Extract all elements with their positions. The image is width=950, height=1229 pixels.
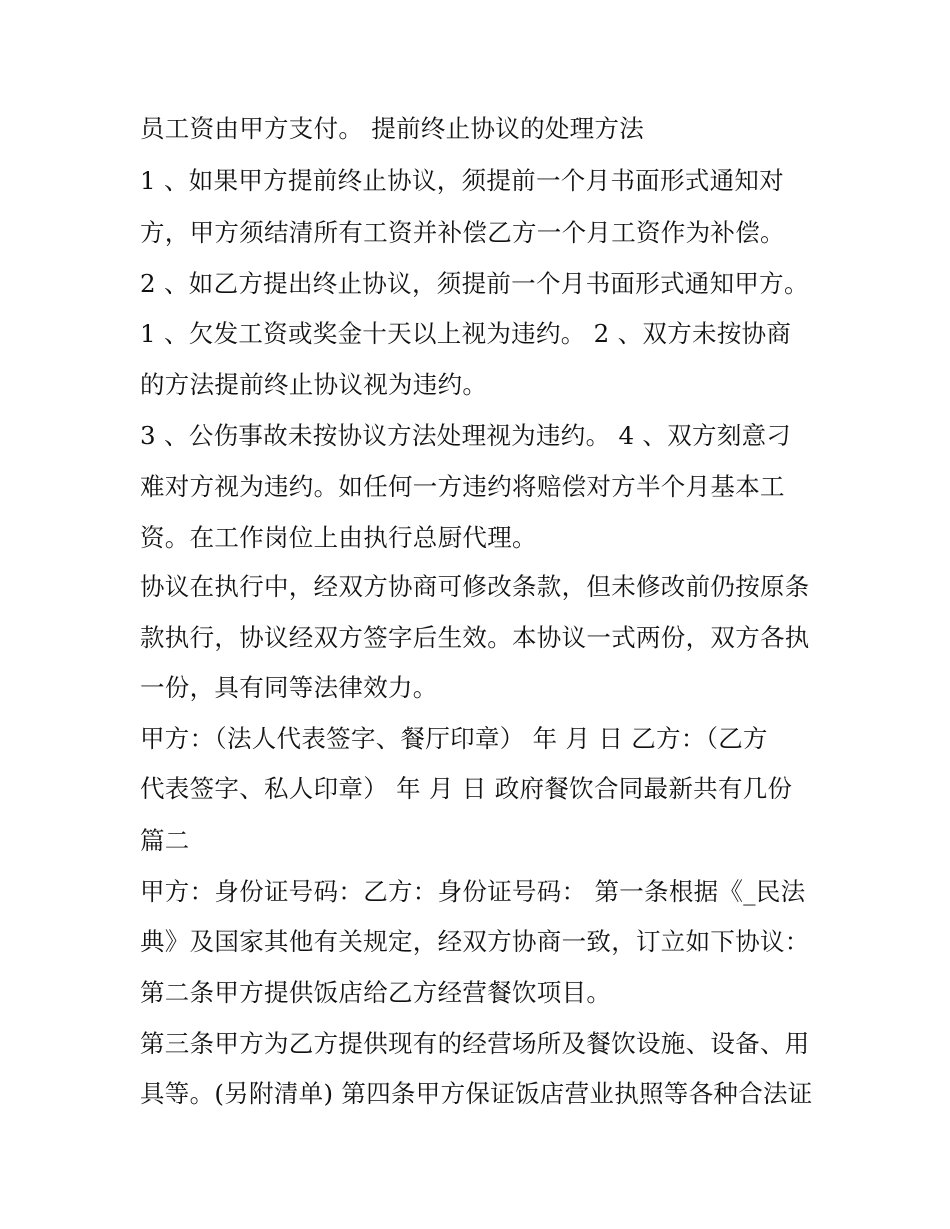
text-line: 3 、公伤事故未按协议方法处理视为违约。 4 、双方刻意刁 <box>140 421 792 450</box>
text-line: 协议在执行中，经双方协商可修改条款，但未修改前仍按原条 <box>140 572 810 601</box>
text-line: 的方法提前终止协议视为违约。 <box>140 370 488 399</box>
text-line: 难对方视为违约。如任何一方违约将赔偿对方半个月基本工 <box>140 472 785 501</box>
text-line: 具等。(另附清单) 第四条甲方保证饭店营业执照等各种合法证 <box>140 1079 813 1108</box>
text-line: 第二条甲方提供饭店给乙方经营餐饮项目。 <box>140 978 612 1007</box>
text-line: 员工资由甲方支付。 提前终止协议的处理方法 <box>140 114 645 143</box>
text-line: 2 、如乙方提出终止协议，须提前一个月书面形式通知甲方。 <box>140 269 809 298</box>
text-line: 代表签字、私人印章） 年 月 日 政府餐饮合同最新共有几份 <box>140 774 793 803</box>
text-line: 典》及国家其他有关规定，经双方协商一致，订立如下协议： <box>140 927 810 956</box>
text-line: 1 、如果甲方提前终止协议，须提前一个月书面形式通知对 <box>140 166 784 195</box>
text-line: 方，甲方须结清所有工资并补偿乙方一个月工资作为补偿。 <box>140 218 785 247</box>
text-line: 甲方：（法人代表签字、餐厅印章） 年 月 日 乙方：（乙方 <box>140 724 768 753</box>
text-line: 资。在工作岗位上由执行总厨代理。 <box>140 523 537 552</box>
text-line: 款执行，协议经双方签字后生效。本协议一式两份，双方各执 <box>140 623 810 652</box>
text-line: 一份，具有同等法律效力。 <box>140 673 438 702</box>
text-line: 1 、欠发工资或奖金十天以上视为违约。 2 、双方未按协商 <box>140 319 792 348</box>
text-line: 篇二 <box>140 826 190 855</box>
text-line: 第三条甲方为乙方提供现有的经营场所及餐饮设施、设备、用 <box>140 1029 810 1058</box>
text-line: 甲方：身份证号码：乙方：身份证号码： 第一条根据《_民法 <box>140 877 806 906</box>
